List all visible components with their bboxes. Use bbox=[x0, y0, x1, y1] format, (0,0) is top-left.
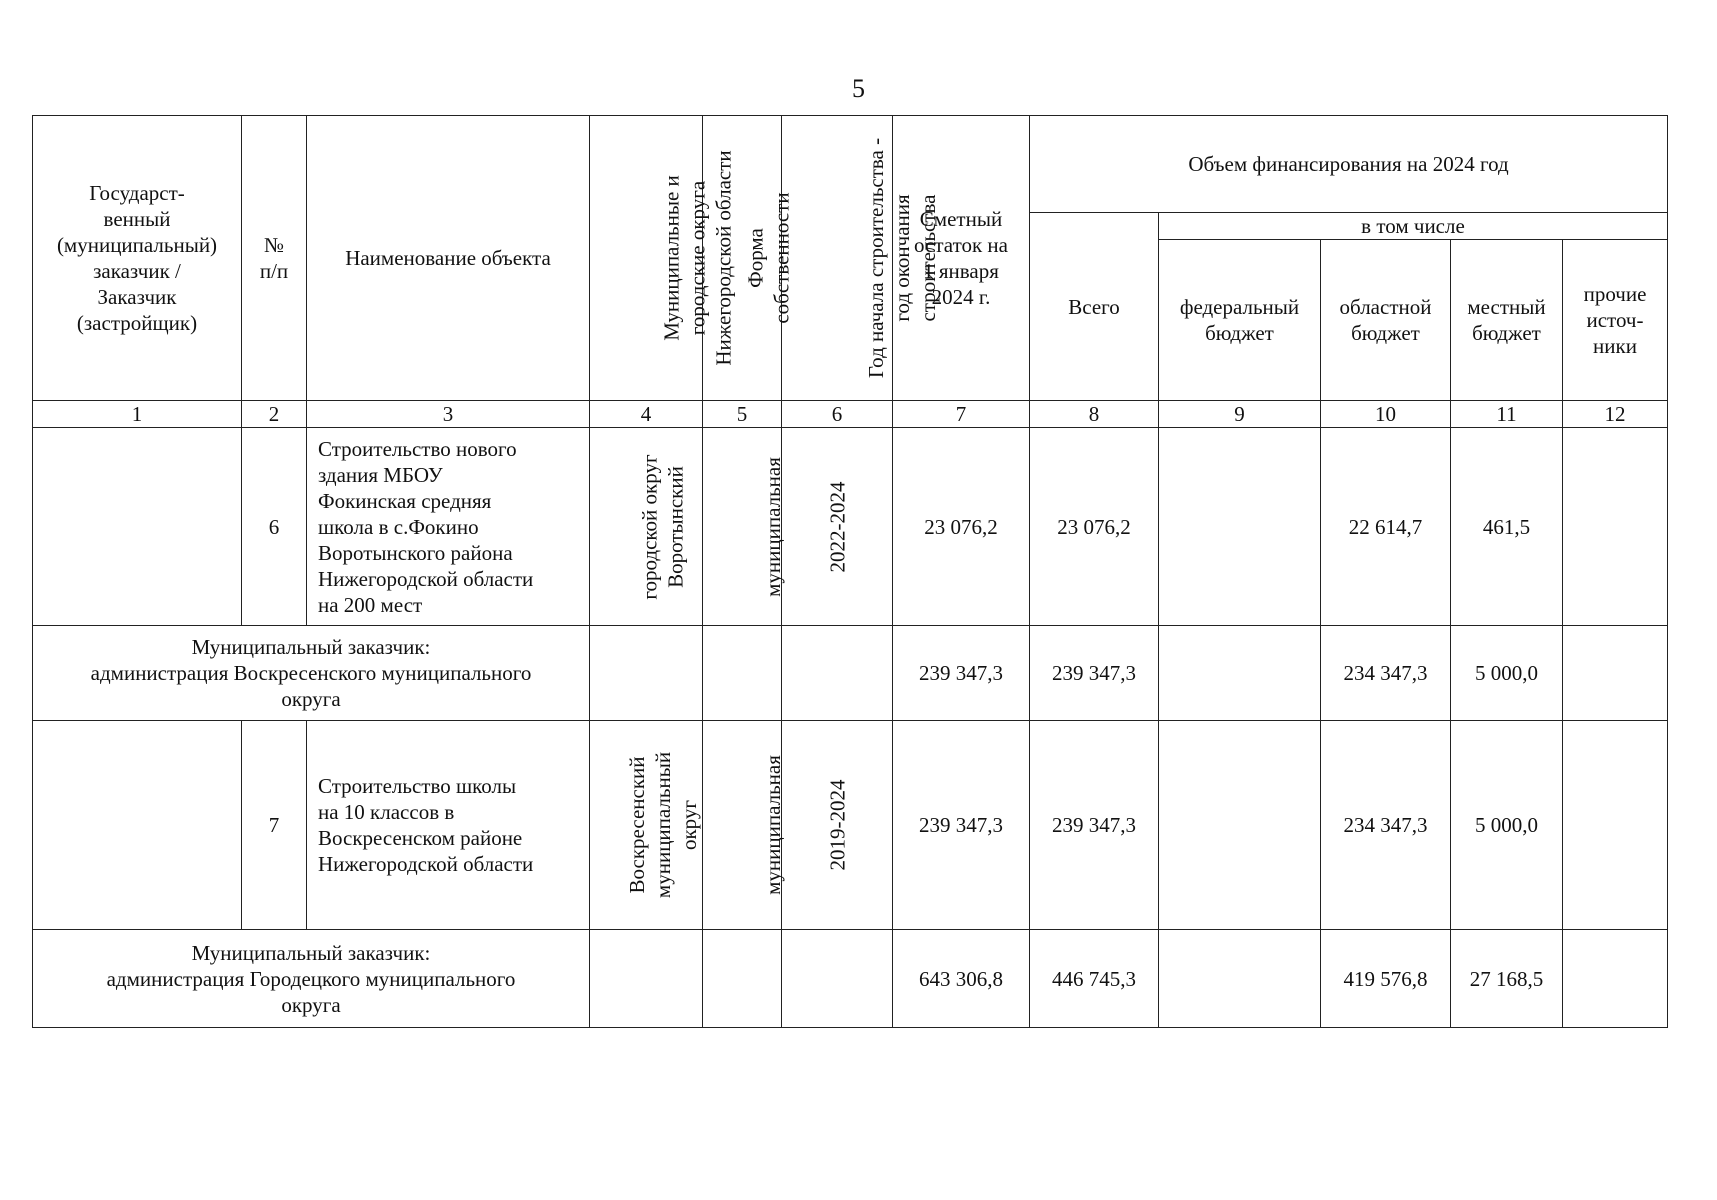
object-federal bbox=[1159, 721, 1321, 930]
table-row bbox=[33, 721, 1668, 930]
column-number: 4 bbox=[590, 401, 703, 428]
object-ownership: муниципальная bbox=[703, 721, 782, 930]
column-number: 12 bbox=[1563, 401, 1668, 428]
object-total: 239 347,3 bbox=[1030, 721, 1159, 930]
object-municipality: городской округ Воротынский bbox=[590, 428, 703, 626]
customer-regional: 419 576,8 bbox=[1321, 930, 1451, 1028]
customer-total: 446 745,3 bbox=[1030, 930, 1159, 1028]
header-customer: Государст- венный (муниципальный) заказчик / Заказчик (застройщик) bbox=[33, 116, 242, 401]
customer-other bbox=[1563, 930, 1668, 1028]
object-federal bbox=[1159, 428, 1321, 626]
customer-label: Муниципальный заказчик: администрация Воскресенского муниципального округа bbox=[33, 626, 590, 721]
object-regional: 22 614,7 bbox=[1321, 428, 1451, 626]
table-header-row bbox=[33, 116, 1668, 213]
header-estimate: Сметный остаток на 1 января 2024 г. bbox=[893, 116, 1030, 401]
object-ownership: муниципальная bbox=[703, 428, 782, 626]
column-number: 11 bbox=[1451, 401, 1563, 428]
customer-subtotal-row bbox=[33, 626, 1668, 721]
customer-estimate: 643 306,8 bbox=[893, 930, 1030, 1028]
capital-construction-table bbox=[32, 115, 1668, 1028]
customer-local: 27 168,5 bbox=[1451, 930, 1563, 1028]
object-regional: 234 347,3 bbox=[1321, 721, 1451, 930]
header-number: № п/п bbox=[242, 116, 307, 401]
header-including: в том числе bbox=[1159, 213, 1668, 240]
empty-cell bbox=[782, 626, 893, 721]
object-total: 23 076,2 bbox=[1030, 428, 1159, 626]
customer-cell bbox=[33, 721, 242, 930]
header-funding-title: Объем финансирования на 2024 год bbox=[1030, 116, 1668, 213]
column-number: 10 bbox=[1321, 401, 1451, 428]
empty-cell bbox=[590, 626, 703, 721]
column-number: 3 bbox=[307, 401, 590, 428]
object-local: 5 000,0 bbox=[1451, 721, 1563, 930]
customer-regional: 234 347,3 bbox=[1321, 626, 1451, 721]
customer-federal bbox=[1159, 626, 1321, 721]
header-ownership: Форма собственности bbox=[703, 116, 782, 401]
customer-federal bbox=[1159, 930, 1321, 1028]
header-federal: федеральный бюджет bbox=[1159, 240, 1321, 401]
customer-total: 239 347,3 bbox=[1030, 626, 1159, 721]
empty-cell bbox=[590, 930, 703, 1028]
object-other bbox=[1563, 721, 1668, 930]
header-municipalities: Муниципальные и городские округа Нижегородской области bbox=[590, 116, 703, 401]
header-local: местный бюджет bbox=[1451, 240, 1563, 401]
header-regional: областной бюджет bbox=[1321, 240, 1451, 401]
object-years: 2019-2024 bbox=[782, 721, 893, 930]
column-number: 2 bbox=[242, 401, 307, 428]
column-number: 9 bbox=[1159, 401, 1321, 428]
customer-other bbox=[1563, 626, 1668, 721]
header-total: Всего bbox=[1030, 213, 1159, 401]
customer-subtotal-row bbox=[33, 930, 1668, 1028]
customer-label: Муниципальный заказчик: администрация Городецкого муниципального округа bbox=[33, 930, 590, 1028]
customer-cell bbox=[33, 428, 242, 626]
column-number: 8 bbox=[1030, 401, 1159, 428]
empty-cell bbox=[703, 930, 782, 1028]
object-years: 2022-2024 bbox=[782, 428, 893, 626]
object-name: Строительство нового здания МБОУ Фокинская средняя школа в с.Фокино Воротынского района Нижегородской области на 200 мест bbox=[307, 428, 590, 626]
empty-cell bbox=[782, 930, 893, 1028]
column-numbers-row bbox=[33, 401, 1668, 428]
object-local: 461,5 bbox=[1451, 428, 1563, 626]
object-municipality: Воскресенский муниципальный округ bbox=[590, 721, 703, 930]
column-number: 1 bbox=[33, 401, 242, 428]
column-number: 5 bbox=[703, 401, 782, 428]
object-number: 7 bbox=[242, 721, 307, 930]
column-number: 6 bbox=[782, 401, 893, 428]
empty-cell bbox=[703, 626, 782, 721]
object-number: 6 bbox=[242, 428, 307, 626]
object-estimate: 239 347,3 bbox=[893, 721, 1030, 930]
object-name: Строительство школы на 10 классов в Воскресенском районе Нижегородской области bbox=[307, 721, 590, 930]
object-estimate: 23 076,2 bbox=[893, 428, 1030, 626]
header-other: прочие источ- ники bbox=[1563, 240, 1668, 401]
header-object-name: Наименование объекта bbox=[307, 116, 590, 401]
column-number: 7 bbox=[893, 401, 1030, 428]
customer-estimate: 239 347,3 bbox=[893, 626, 1030, 721]
header-years: Год начала строительства - год окончания строительства bbox=[782, 116, 893, 401]
object-other bbox=[1563, 428, 1668, 626]
customer-local: 5 000,0 bbox=[1451, 626, 1563, 721]
page-number: 5 bbox=[852, 74, 865, 103]
table-row bbox=[33, 428, 1668, 626]
